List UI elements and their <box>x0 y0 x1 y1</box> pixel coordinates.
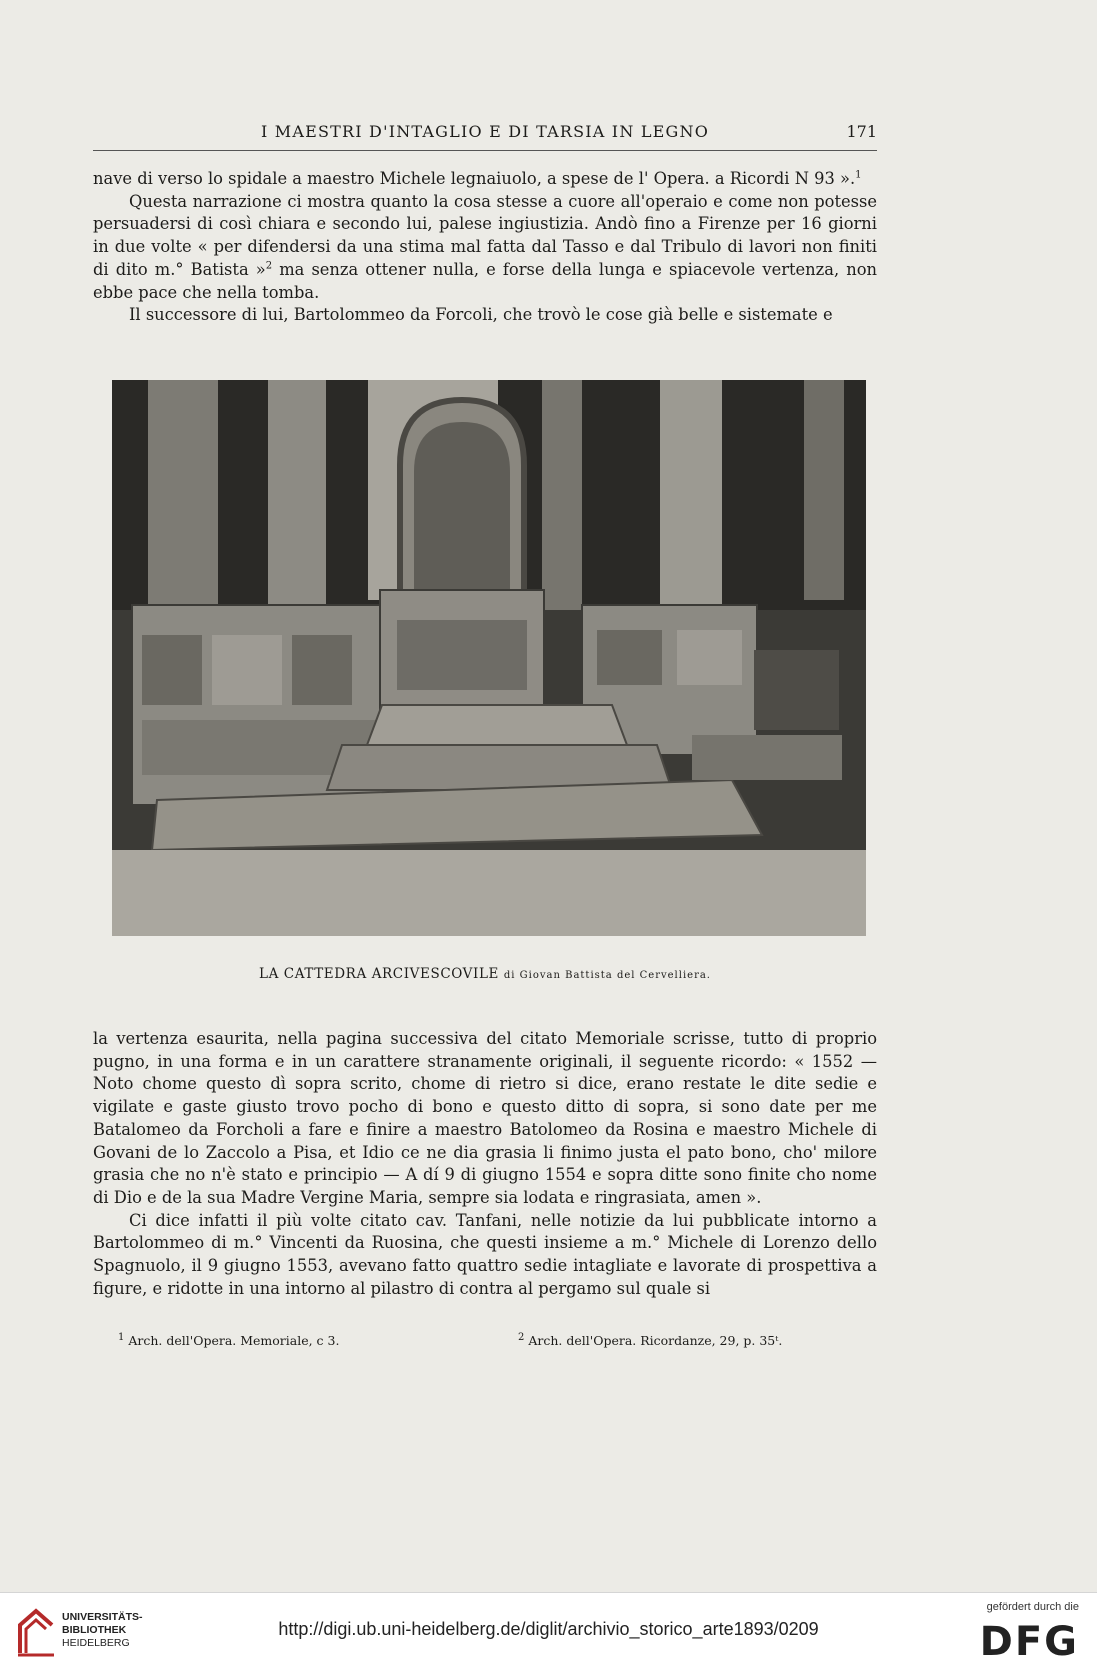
text-block-after-figure <box>93 1028 877 1300</box>
paragraph: la vertenza esaurita, nella pagina successiva del citato Memoriale scrisse, tutto di proprio pugno, in una forma e in un carattere stranamente originali, il seguente ricordo: « 1552 — Noto chome questo dì sopra scrito, chome di rietro si dice, erano restate le dite sedie e vigilate e gaste giusto trovo pocho di bono e questo ditto di sopra, si sono date per me Batalomeo da Forcholi a fare e finire a maestro Batolomeo da Rosina e maestro Michele di Govani de lo Zaccolo a Pisa, et Idio ce ne dia grasia li finimo justa el pato bono, cho' milore grasia che no n'è stato e principio — A dí 9 di giugno 1554 e sopra ditte sono finite cho nome di Dio e de la sua Madre Vergine Maria, sempre sia lodata e ringrasiata, amen ». <box>93 1029 877 1207</box>
running-head <box>93 122 877 151</box>
cathedra-illustration <box>112 380 866 936</box>
paragraph: Il successore di lui, Bartolommeo da Forcoli, che trovò le cose già belle e sistemate e <box>129 305 833 325</box>
dfg-logo[interactable]: DFG <box>979 1619 1079 1665</box>
caption-small: di Giovan Battista del Cervelliera. <box>503 970 711 981</box>
text-block-before-figure <box>93 168 877 327</box>
paragraph: nave di verso lo spidale a maestro Michele legnaiuolo, a spese de l' Opera. a Ricordi N 93 ».$^1$ <box>93 169 862 188</box>
library-name: UNIVERSITÄTS- BIBLIOTHEK HEIDELBERG <box>62 1611 143 1649</box>
paragraph: Ci dice infatti il più volte citato cav. Tanfani, nelle notizie da lui pubblicate intorno a Bartolommeo di m.° Vincenti da Ruosina, che questi insieme a m.° Michele di Lorenzo dello Spagnuolo, il 9 giugno 1553, avevano fatto quattro sedie intagliate e lavorate di prospettiva a figure, e ridotte in una intorno al pilastro di contra al pergamo sul quale si <box>93 1210 877 1298</box>
figure-caption <box>93 966 877 982</box>
footnote-2: $^2$ Arch. dell'Opera. Ricordanze, 29, p. 35ᵗ. <box>518 1331 783 1348</box>
paragraph: Questa narrazione ci mostra quanto la cosa stesse a cuore all'operaio e come non potesse persuadersi di così chiara e secondo lui, palese ingiustizia. Andò fino a Firenze per 16 giorni in due volte « per difendersi da una stima mal fatta dal Tasso e dal Tribulo di lavori non finiti di dito m.° Batista »$^2$ ma senza ottener nulla, e forse della lunga e spiacevole vertenza, non ebbe pace che nella tomba. <box>93 191 878 302</box>
running-title: I MAESTRI D'INTAGLIO E DI TARSIA IN LEGNO <box>260 122 710 141</box>
page-number: 171 <box>846 122 877 141</box>
caption-main: LA CATTEDRA ARCIVESCOVILE <box>259 966 499 982</box>
footnote-1: $^1$ Arch. dell'Opera. Memoriale, c 3. <box>118 1331 340 1348</box>
viewer-footer <box>0 1592 1097 1671</box>
footnote-mark: 2 <box>265 260 273 272</box>
cathedra-photograph <box>112 380 866 936</box>
footnote-mark: 1 <box>855 169 862 181</box>
permalink-url[interactable]: http://digi.ub.uni-heidelberg.de/diglit/archivio_storico_arte1893/0209 <box>278 1619 819 1639</box>
funded-by-note: gefördert durch die <box>986 1601 1079 1613</box>
